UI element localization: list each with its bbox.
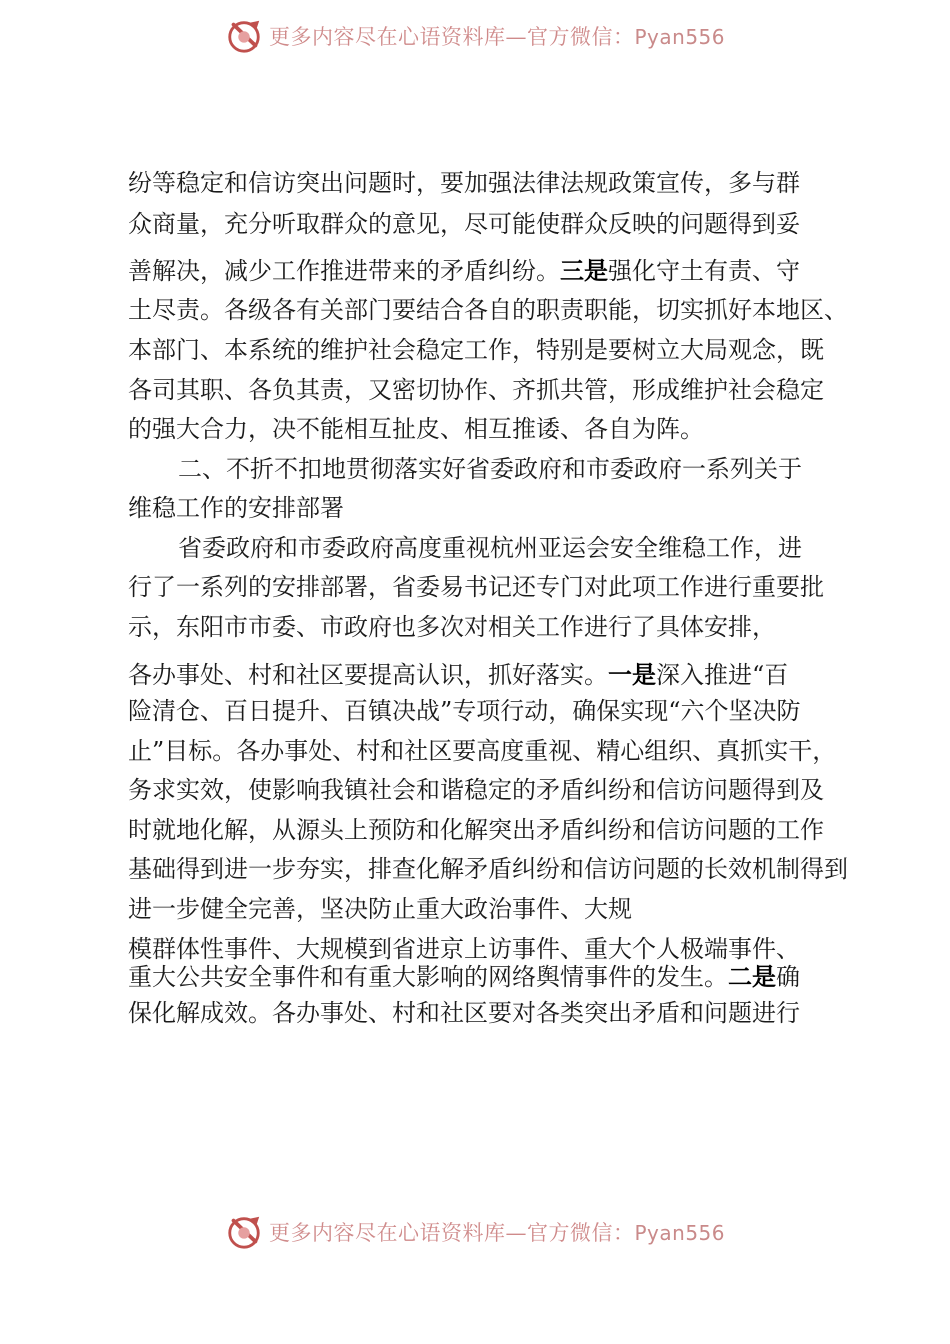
text-line: 土尽责。各级各有关部门要结合各自的职责职能，切实抓好本地区、 xyxy=(128,296,848,324)
text-line: 众商量，充分听取群众的意见，尽可能使群众反映的问题得到妥 xyxy=(128,210,800,238)
watermark-wechat-id: Pyan556 xyxy=(634,1221,725,1245)
bold-marker: 一是 xyxy=(608,661,656,689)
watermark-text xyxy=(269,1217,725,1247)
watermark-wechat-id: Pyan556 xyxy=(634,25,725,49)
watermark-dash: — xyxy=(505,25,527,49)
text-line: 险清仓、百日提升、百镇决战”专项行动，确保实现“六个坚决防 xyxy=(128,697,801,725)
watermark-site: 更多内容尽在心语资料库 xyxy=(268,1221,506,1245)
watermark-dash: — xyxy=(505,1221,527,1245)
text-line: 各办事处、村和社区要提高认识，抓好落实。一是深入推进“百 xyxy=(128,661,789,689)
watermark-label: 官方微信： xyxy=(526,25,635,49)
text-line: 示，东阳市市委、市政府也多次对相关工作进行了具体安排， xyxy=(128,613,776,641)
watermark-site: 更多内容尽在心语资料库 xyxy=(268,25,506,49)
text-line: 进一步健全完善，坚决防止重大政治事件、大规 xyxy=(128,895,632,923)
text-line: 时就地化解，从源头上预防和化解突出矛盾纠纷和信访问题的工作 xyxy=(128,816,824,844)
text-line: 省委政府和市委政府高度重视杭州亚运会安全维稳工作，进 xyxy=(178,534,802,562)
bold-marker: 二是 xyxy=(728,963,776,991)
text-line: 重大公共安全事件和有重大影响的网络舆情事件的发生。二是确 xyxy=(128,963,800,991)
bold-marker: 三是 xyxy=(560,257,608,285)
text-line: 止”目标。各办事处、村和社区要高度重视、精心组织、真抓实干， xyxy=(128,737,837,765)
text-line: 保化解成效。各办事处、村和社区要对各类突出矛盾和问题进行 xyxy=(128,999,800,1027)
text-line: 的强大合力，决不能相互扯皮、相互推诿、各自为阵。 xyxy=(128,415,704,443)
text-line: 模群体性事件、大规模到省进京上访事件、重大个人极端事件、 xyxy=(128,935,800,963)
watermark-label: 官方微信： xyxy=(526,1221,635,1245)
text-line: 纷等稳定和信访突出问题时，要加强法律法规政策宣传，多与群 xyxy=(128,169,800,197)
text-line: 各司其职、各负其责，又密切协作、齐抓共管，形成维护社会稳定 xyxy=(128,376,824,404)
text-line: 本部门、本系统的维护社会稳定工作，特别是要树立大局观念，既 xyxy=(128,336,824,364)
text-line: 基础得到进一步夯实，排查化解矛盾纠纷和信访问题的长效机制得到 xyxy=(128,855,848,883)
text-line: 务求实效，使影响我镇社会和谐稳定的矛盾纠纷和信访问题得到及 xyxy=(128,776,824,804)
section-heading-cont: 维稳工作的安排部署 xyxy=(128,494,344,522)
section-heading: 二、不折不扣地贯彻落实好省委政府和市委政府一系列关于 xyxy=(178,455,802,483)
text-line: 行了一系列的安排部署，省委易书记还专门对此项工作进行重要批 xyxy=(128,573,824,601)
bottom-watermark-banner xyxy=(0,1210,950,1254)
brand-logo-icon xyxy=(225,1213,263,1251)
text-line: 善解决，减少工作推进带来的矛盾纠纷。三是强化守土有责、守 xyxy=(128,257,800,285)
